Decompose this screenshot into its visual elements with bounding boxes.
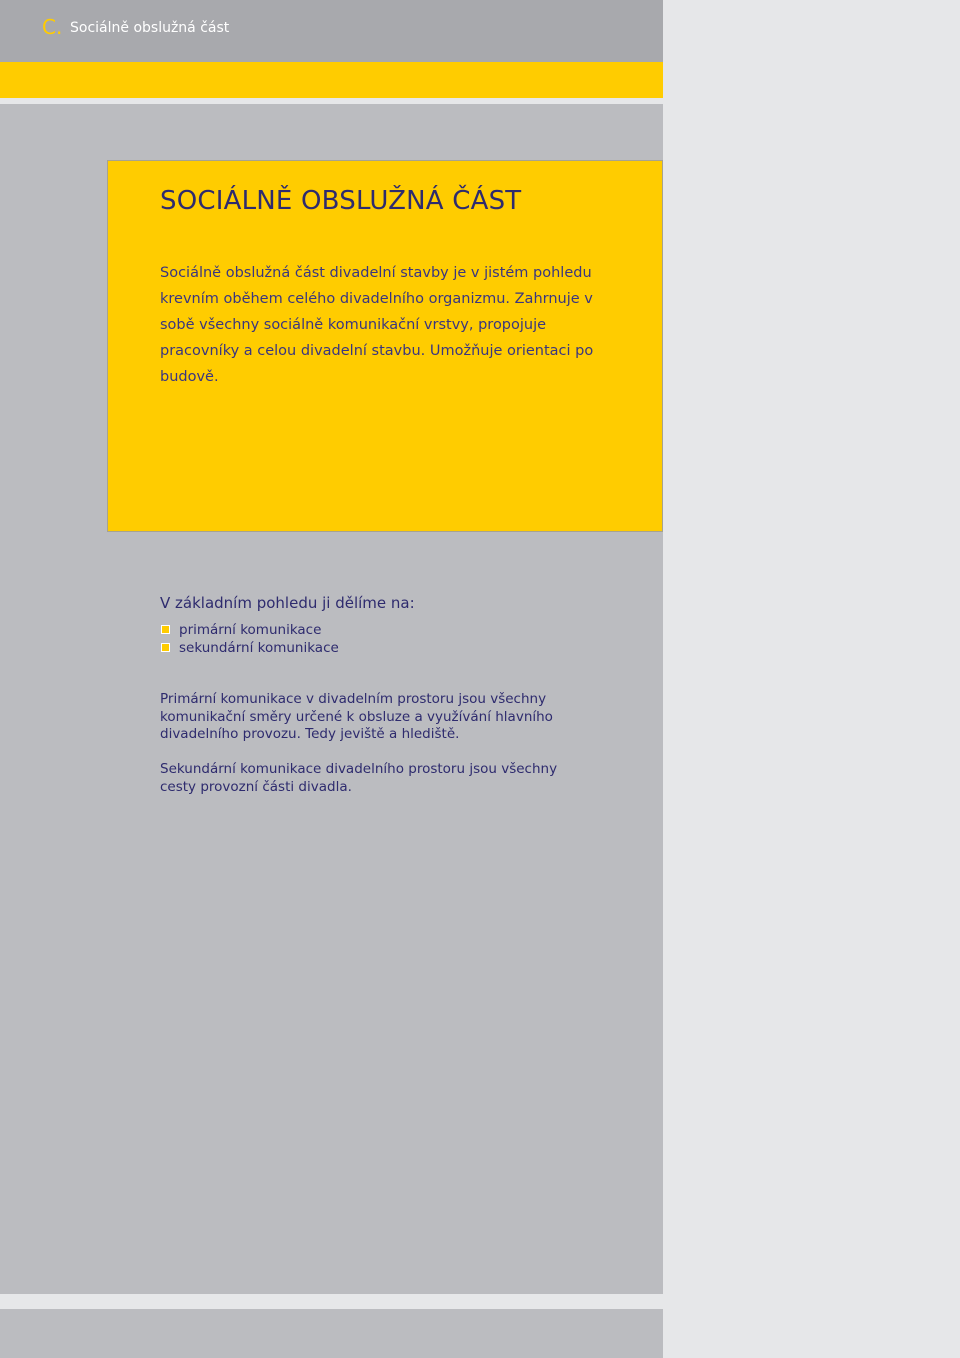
footer-panel xyxy=(0,1309,663,1358)
list-item xyxy=(160,621,339,639)
list-item-label: sekundární komunikace xyxy=(179,640,339,656)
section-heading: SOCIÁLNĚ OBSLUŽNÁ ČÁST xyxy=(160,186,522,216)
secondary-communication-paragraph: Sekundární komunikace divadelního prostoru jsou všechny cesty provozní části divadla. xyxy=(160,761,558,795)
division-lead: V základním pohledu ji dělíme na: xyxy=(160,594,415,612)
list-item xyxy=(160,639,339,657)
section-letter: C. xyxy=(42,15,63,39)
square-bullet-icon xyxy=(161,643,170,652)
division-list xyxy=(160,621,339,657)
list-item-label: primární komunikace xyxy=(179,622,322,638)
header-title: Sociálně obslužná část xyxy=(70,20,230,36)
intro-paragraph: Sociálně obslužná část divadelní stavby je v jistém pohledu krevním oběhem celého divadelního organizmu. Zahrnuje v sobě všechny sociálně komunikační vrstvy, propojuje pracovníky a celou divadelní stavbu. Umožňuje orientaci po budově. xyxy=(160,265,594,385)
square-bullet-icon xyxy=(161,625,170,634)
header-accent-stripe xyxy=(0,62,663,98)
page-header xyxy=(0,0,663,62)
primary-communication-paragraph: Primární komunikace v divadelním prostoru jsou všechny komunikační směry určené k obsluze a využívání hlavního divadelního provozu. Tedy jeviště a hlediště. xyxy=(160,691,553,742)
